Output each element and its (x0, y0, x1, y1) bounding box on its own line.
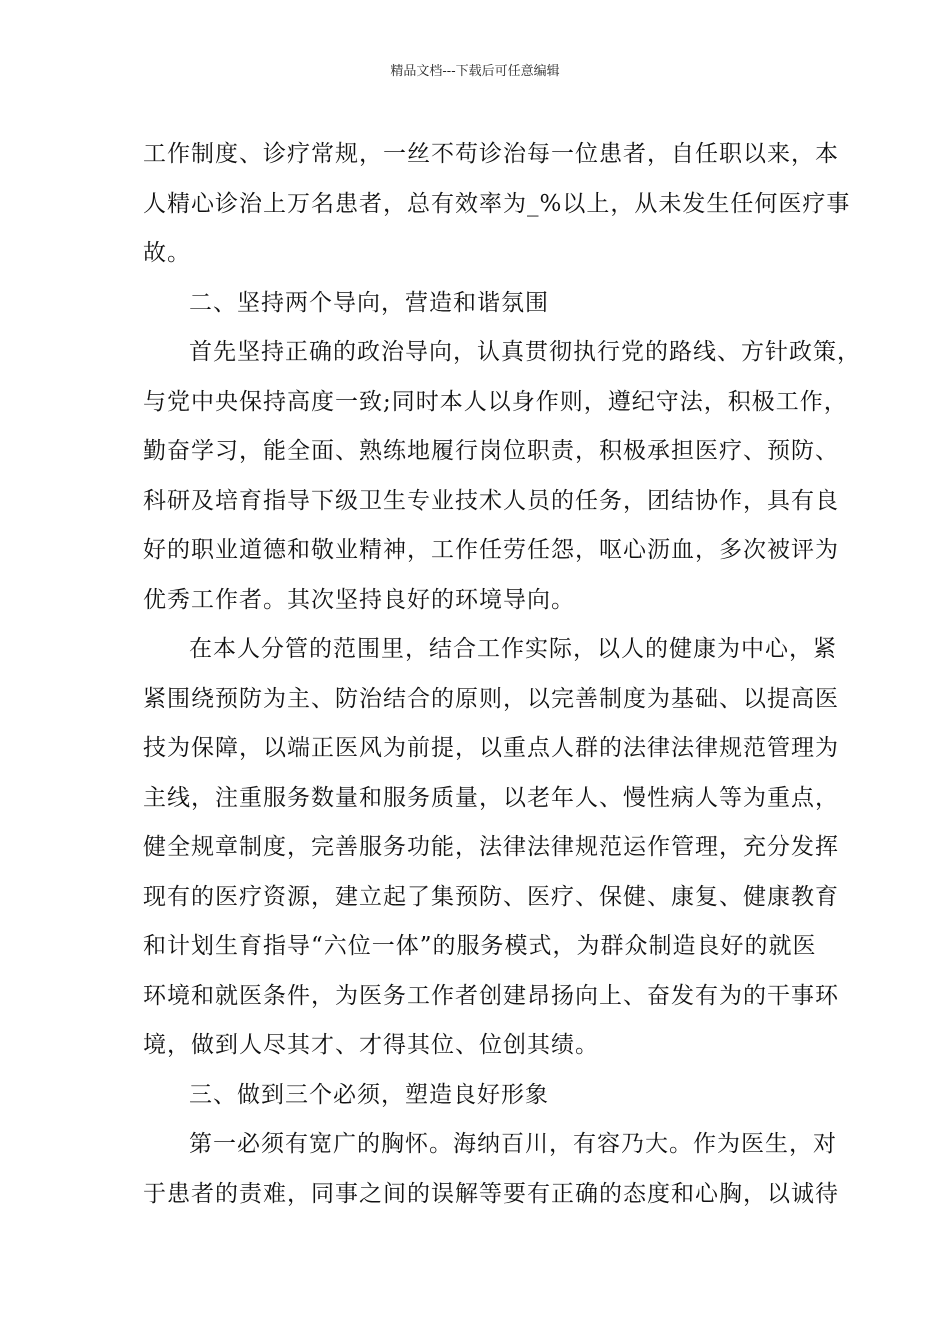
body-line: 人精心诊治上万名患者，总有效率为_%以上，从未发生任何医疗事 (143, 190, 851, 217)
document-body (143, 130, 861, 1219)
paragraph-first-line: 首先坚持正确的政治导向，认真贯彻执行党的路线、方针政策， (189, 339, 861, 365)
body-line: 工作制度、诊疗常规，一丝不苟诊治每一位患者，自任职以来，本 (143, 141, 839, 167)
body-line: 优秀工作者。其次坚持良好的环境导向。 (143, 586, 575, 613)
section-heading: 三、做到三个必须，塑造良好形象 (189, 1081, 549, 1108)
body-line: 科研及培育指导下级卫生专业技术人员的任务，团结协作，具有良 (143, 487, 839, 514)
body-line: 故。 (143, 240, 191, 266)
body-line: 好的职业道德和敬业精神，工作任劳任怨，呕心沥血，多次被评为 (143, 537, 839, 563)
body-line: 勤奋学习，能全面、熟练地履行岗位职责，积极承担医疗、预防、 (143, 438, 839, 464)
paragraph-first-line: 在本人分管的范围里，结合工作实际，以人的健康为中心，紧 (189, 636, 837, 662)
paragraph-first-line: 第一必须有宽广的胸怀。海纳百川，有容乃大。作为医生，对 (189, 1131, 837, 1157)
body-line: 主线，注重服务数量和服务质量，以老年人、慢性病人等为重点， (143, 784, 839, 811)
body-line: 紧围绕预防为主、防治结合的原则，以完善制度为基础、以提高医 (143, 685, 839, 712)
body-line: 环境和就医条件，为医务工作者创建昂扬向上、奋发有为的干事环 (143, 982, 839, 1009)
body-line: 与党中央保持高度一致;同时本人以身作则，遵纪守法，积极工作， (143, 388, 848, 415)
body-line: 现有的医疗资源，建立起了集预防、医疗、保健、康复、健康教育 (143, 883, 839, 910)
body-line: 境，做到人尽其才、才得其位、位创其绩。 (143, 1032, 599, 1058)
body-line: 健全规章制度，完善服务功能，法律法律规范运作管理，充分发挥 (143, 834, 839, 860)
section-heading: 二、坚持两个导向，营造和谐氛围 (189, 289, 549, 316)
page-header: 精品文档---下载后可任意编辑 (390, 64, 560, 79)
body-line: 技为保障，以端正医风为前提，以重点人群的法律法律规范管理为 (143, 735, 839, 761)
body-line: 和计划生育指导“六位一体”的服务模式，为群众制造良好的就医 (143, 933, 817, 959)
body-line: 于患者的责难，同事之间的误解等要有正确的态度和心胸，以诚待 (143, 1180, 839, 1207)
